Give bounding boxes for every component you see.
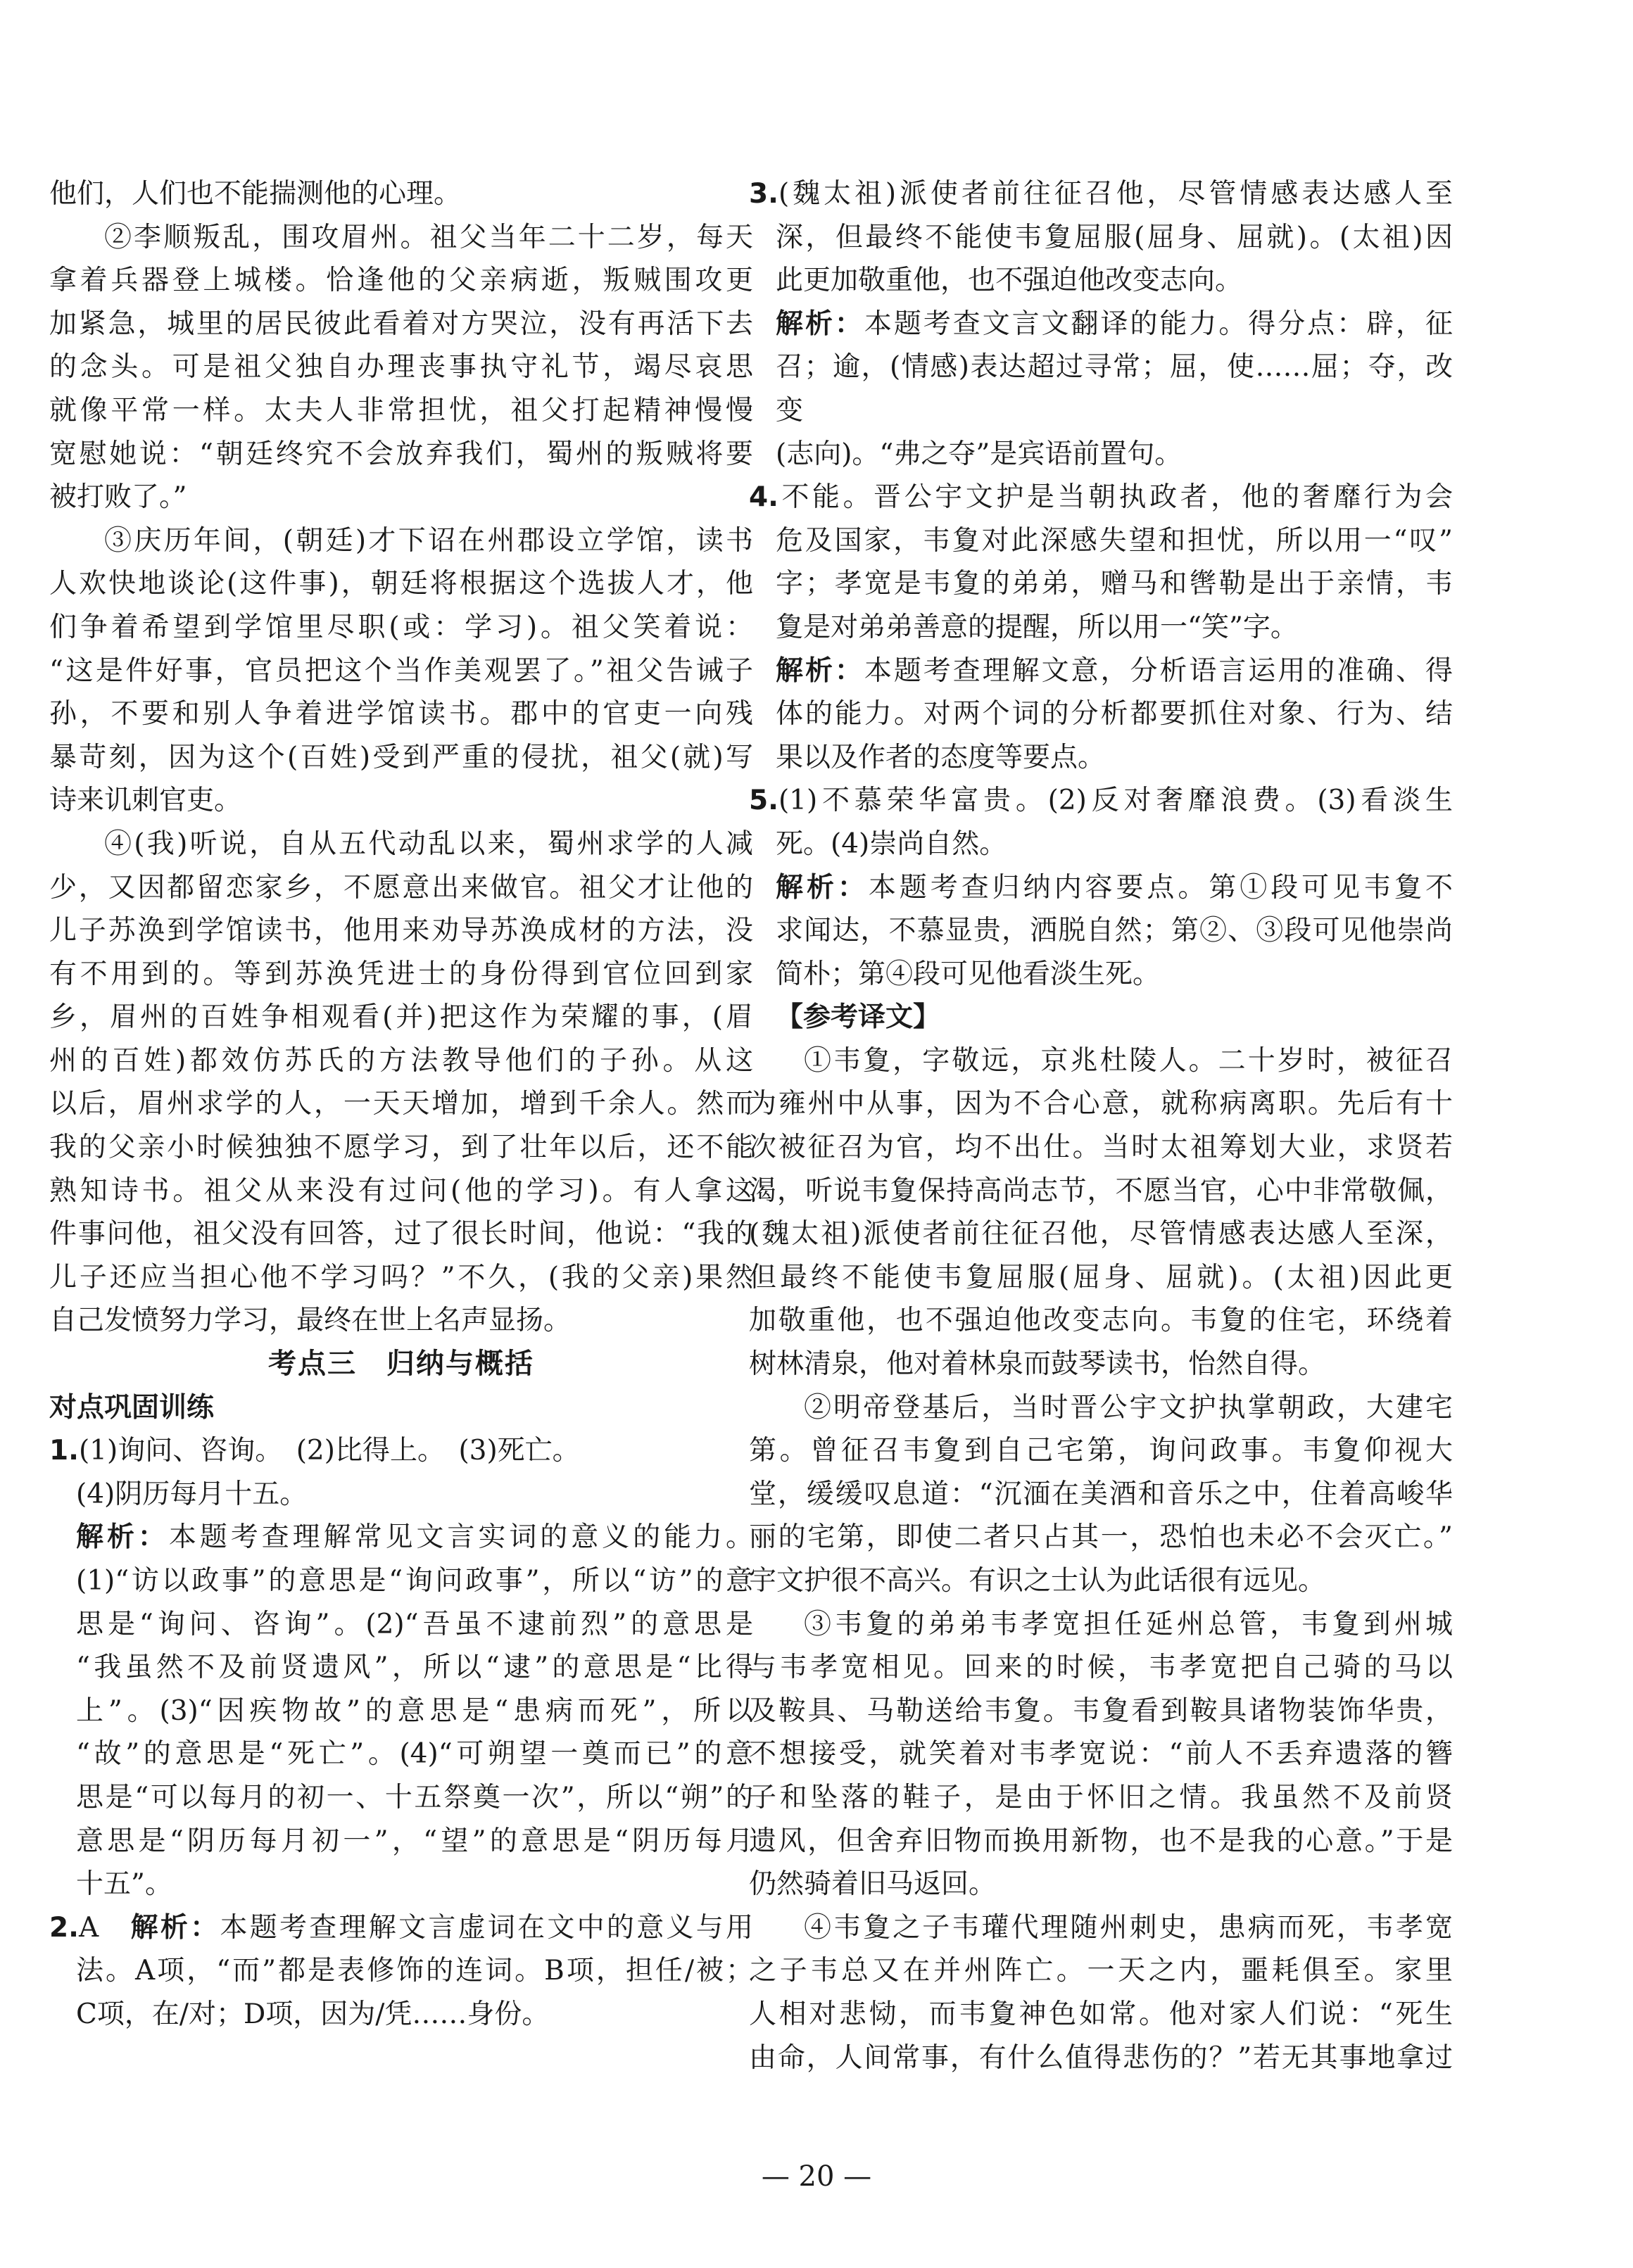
page-number: — 20 —	[761, 2160, 872, 2193]
line-text: (1)不慕荣华富贵。(2)反对奢靡浪费。(3)看淡生	[778, 785, 1453, 817]
text-line	[749, 1473, 1453, 1516]
question-number: 5.	[749, 785, 778, 817]
line-text: 简朴；第④段可见他看淡生死。	[776, 958, 1161, 990]
line-text: 宇文护很不高兴。有识之士认为此话很有远见。	[749, 1565, 1326, 1597]
line-text: 上”。(3)“因疾物故”的意思是“患病而死”，所以	[76, 1694, 753, 1727]
line-text: 人相对悲恸，而韦夐神色如常。他对家人们说：“死生	[749, 1998, 1453, 2030]
text-line	[749, 1386, 1453, 1430]
text-line	[749, 476, 1453, 519]
line-text: 次被征召为官，均不出仕。当时太祖筹划大业，求贤若	[749, 1132, 1453, 1164]
text-line	[749, 346, 1453, 432]
text-line	[749, 1949, 1453, 1993]
text-line	[749, 779, 1453, 823]
text-line	[749, 1126, 1453, 1170]
text-line	[749, 606, 1453, 650]
text-line	[49, 1082, 753, 1126]
text-line	[49, 1170, 753, 1213]
line-text: (1)“访以政事”的意思是“询问政事”，所以“访”的意	[76, 1565, 753, 1597]
text-line	[749, 2036, 1453, 2080]
line-text: 不能。晋公宇文护是当朝执政者，他的奢靡行为会	[778, 481, 1453, 514]
line-text: 拿着兵器登上城楼。恰逢他的父亲病逝，叛贼围攻更	[49, 265, 753, 297]
text-line	[749, 1299, 1453, 1343]
line-text: 丽的宅第，即使二者只占其一，恐怕也未必不会灭亡。”	[749, 1521, 1453, 1554]
text-line	[749, 650, 1453, 693]
text-line	[49, 909, 753, 953]
line-text: 与韦孝宽相见。回来的时候，韦孝宽把自己骑的马以	[749, 1652, 1453, 1684]
text-line	[49, 1429, 753, 1473]
line-text: 少，又因都留恋家乡，不愿意出来做官。祖父才让他的	[49, 871, 753, 904]
line-text: 暴苛刻，因为这个(百姓)受到严重的侵扰，祖父(就)写	[49, 741, 753, 773]
line-text: “故”的意思是“死亡”。(4)“可朔望一奠而已”的意	[76, 1738, 753, 1770]
line-text: 本题考查理解文言虚词在文中的意义与用	[220, 1911, 753, 1944]
line-text: C项，在/对；D项，因为/凭……身份。	[76, 1998, 550, 2030]
text-line	[749, 866, 1453, 910]
text-line	[49, 1516, 753, 1559]
line-text: 思是“可以每月的初一、十五祭奠一次”，所以“朔”的	[76, 1781, 753, 1813]
line-text: 的念头。可是祖父独自办理丧事执守礼节，竭尽哀思	[49, 351, 753, 384]
line-text: 遗风，但舍弃旧物而换用新物，也不是我的心意。”于是	[749, 1825, 1453, 1857]
text-line	[49, 1993, 753, 2036]
text-line	[749, 1429, 1453, 1473]
text-line	[49, 1690, 753, 1733]
line-text: 不想接受，就笑着对韦孝宽说：“前人不丢弃遗落的簪	[749, 1738, 1453, 1770]
text-line	[749, 303, 1453, 346]
line-text: 果以及作者的态度等要点。	[776, 741, 1106, 773]
text-line	[749, 259, 1453, 303]
line-text: ④(我)听说，自从五代动乱以来，蜀州求学的人减	[104, 828, 753, 860]
line-text: 夐是对弟弟善意的提醒，所以用一“笑”字。	[776, 611, 1298, 643]
text-line	[49, 1039, 753, 1083]
line-text: 被打败了。”	[49, 481, 187, 514]
line-text: 件事问他，祖父没有回答，过了很长时间，他说：“我的	[49, 1218, 753, 1250]
analysis-label: 解析：	[76, 1521, 169, 1554]
text-line	[749, 1776, 1453, 1820]
text-line	[749, 1863, 1453, 1906]
line-text: 此更加敬重他，也不强迫他改变志向。	[776, 265, 1243, 297]
text-line	[49, 1256, 753, 1300]
text-line	[749, 1039, 1453, 1083]
line-text: 儿子苏涣到学馆读书，他用来劝导苏涣成材的方法，没	[49, 915, 753, 947]
line-text: 深，但最终不能使韦夐屈服(屈身、屈就)。(太祖)因	[776, 221, 1453, 253]
text-line	[749, 996, 1453, 1039]
text-line	[49, 606, 753, 650]
text-line	[749, 909, 1453, 953]
line-text: 第。曾征召韦夐到自己宅第，询问政事。韦夐仰视大	[749, 1435, 1453, 1467]
text-line	[749, 823, 1453, 866]
line-text: 以后，眉州求学的人，一天天增加，增到千余人。然而	[49, 1088, 753, 1120]
text-line	[49, 1386, 753, 1430]
text-line	[49, 476, 753, 519]
text-line	[749, 172, 1453, 216]
text-line	[749, 1690, 1453, 1733]
text-line	[749, 1820, 1453, 1863]
line-text: 考点三 归纳与概括	[268, 1348, 534, 1381]
text-line	[749, 1516, 1453, 1559]
line-text: 加紧急，城里的居民彼此看着对方哭泣，没有再活下去	[49, 308, 753, 340]
line-text: 宽慰她说：“朝廷终究不会放弃我们，蜀州的叛贼将要	[49, 438, 753, 470]
line-text: A	[78, 1911, 131, 1944]
text-line	[749, 1212, 1453, 1256]
text-line	[49, 172, 753, 216]
line-text: 【参考译文】	[776, 1001, 941, 1034]
line-text: 求闻达，不慕显贵，洒脱自然；第②、③段可见他崇尚	[776, 915, 1453, 947]
text-line	[749, 1993, 1453, 2036]
line-text: 本题考查归纳内容要点。第①段可见韦夐不	[868, 871, 1453, 904]
line-text: ④韦夐之子韦瓘代理随州刺史，患病而死，韦孝宽	[804, 1911, 1453, 1944]
text-line	[749, 1906, 1453, 1950]
line-text: 危及国家，韦夐对此深感失望和担忧，所以用一“叹”	[776, 524, 1453, 557]
text-line	[49, 953, 753, 996]
line-text: 自己发愤努力学习，最终在世上名声显扬。	[49, 1305, 572, 1337]
text-line	[749, 1603, 1453, 1647]
line-text: 及鞍具、马勒送给韦夐。韦夐看到鞍具诸物装饰华贵，	[749, 1694, 1453, 1727]
line-text: 孙，不要和别人争着进学馆读书。郡中的官吏一向残	[49, 698, 753, 730]
line-text: ②李顺叛乱，围攻眉州。祖父当年二十二岁，每天	[104, 221, 753, 253]
analysis-label: 解析：	[776, 308, 864, 340]
line-text: 为雍州中从事，因为不合心意，就称病离职。先后有十	[749, 1088, 1453, 1120]
text-line	[749, 736, 1453, 780]
text-line	[49, 519, 753, 563]
text-line	[749, 953, 1453, 996]
line-text: 本题考查理解文意，分析语言运用的准确、得	[864, 654, 1453, 687]
line-text: 对点巩固训练	[49, 1391, 215, 1424]
text-line	[749, 562, 1453, 606]
line-text: 人欢快地谈论(这件事)，朝廷将根据这个选拔人才，他	[49, 568, 753, 600]
question-number: 1.	[49, 1435, 79, 1467]
text-line	[749, 692, 1453, 736]
text-line	[49, 346, 753, 389]
line-text: 意思是“阴历每月初一”，“望”的意思是“阴历每月	[76, 1825, 753, 1857]
text-line	[49, 650, 753, 693]
line-text: 树林清泉，他对着林泉而鼓琴读书，怡然自得。	[749, 1348, 1326, 1381]
text-line	[749, 1256, 1453, 1300]
line-text: 思是“询问、咨询”。(2)“吾虽不逮前烈”的意思是	[76, 1608, 753, 1640]
text-line	[49, 996, 753, 1039]
line-text: 他们，人们也不能揣测他的心理。	[49, 178, 462, 210]
line-text: 们争着希望到学馆里尽职(或：学习)。祖父笑着说：	[49, 611, 753, 643]
text-line	[749, 519, 1453, 563]
line-text: 诗来讥刺官吏。	[49, 785, 242, 817]
line-text: 有不用到的。等到苏涣凭进士的身份得到官位回到家	[49, 958, 753, 990]
line-text: 但最终不能使韦夐屈服(屈身、屈就)。(太祖)因此更	[749, 1261, 1453, 1293]
line-text: 之子韦总又在并州阵亡。一天之内，噩耗俱至。家里	[749, 1955, 1453, 1987]
line-text: 法。A项，“而”都是表修饰的连词。B项，担任/被；	[76, 1955, 753, 1987]
line-text: 体的能力。对两个词的分析都要抓住对象、行为、结	[776, 698, 1453, 730]
text-line	[49, 1776, 753, 1820]
text-line	[749, 1170, 1453, 1213]
line-text: ③庆历年间，(朝廷)才下诏在州郡设立学馆，读书	[104, 524, 753, 557]
text-line	[749, 216, 1453, 260]
left-column	[49, 172, 753, 2036]
text-line	[49, 692, 753, 736]
text-line	[49, 216, 753, 260]
text-line	[49, 562, 753, 606]
line-text: “我虽然不及前贤遗风”，所以“逮”的意思是“比得	[76, 1652, 753, 1684]
line-text: 本题考查理解常见文言实词的意义的能力。	[168, 1521, 753, 1554]
line-text: 熟知诗书。祖父从来没有过问(他的学习)。有人拿这	[49, 1174, 753, 1207]
analysis-label: 解析：	[776, 871, 869, 904]
text-line	[49, 1603, 753, 1647]
line-text: ③韦夐的弟弟韦孝宽担任延州总管，韦夐到州城	[804, 1608, 1453, 1640]
text-line	[49, 259, 753, 303]
line-text: 召；逾，(情感)表达超过寻常；屈，使……屈；夺，改变	[776, 351, 1453, 426]
question-number: 2.	[49, 1911, 79, 1944]
line-text: 堂，缓缓叹息道：“沉湎在美酒和音乐之中，住着高峻华	[749, 1478, 1453, 1510]
text-line	[49, 1863, 753, 1906]
text-line	[49, 303, 753, 346]
text-line	[49, 779, 753, 823]
text-line	[49, 1949, 753, 1993]
text-line	[749, 1343, 1453, 1386]
text-line	[749, 1082, 1453, 1126]
line-text: 子和坠落的鞋子，是由于怀旧之情。我虽然不及前贤	[749, 1781, 1453, 1813]
line-text: 字；孝宽是韦夐的弟弟，赠马和辔勒是出于亲情，韦	[776, 568, 1453, 600]
text-line	[49, 1473, 753, 1516]
text-line	[49, 1126, 753, 1170]
text-line	[49, 1559, 753, 1603]
text-line	[49, 736, 753, 780]
text-line	[49, 1212, 753, 1256]
line-text: 就像平常一样。太夫人非常担忧，祖父打起精神慢慢	[49, 394, 753, 426]
analysis-label: 解析：	[130, 1911, 220, 1944]
text-line	[749, 1732, 1453, 1776]
text-line	[749, 433, 1453, 476]
question-number: 4.	[749, 481, 778, 514]
line-text: (4)阴历每月十五。	[76, 1478, 308, 1510]
line-text: 本题考查文言文翻译的能力。得分点：辟，征	[864, 308, 1453, 340]
text-line	[49, 1299, 753, 1343]
line-text: “这是件好事，官员把这个当作美观罢了。”祖父告诫子	[49, 654, 753, 687]
line-text: (魏太祖)派使者前往征召他，尽管情感表达感人至深，	[749, 1218, 1453, 1250]
text-line	[749, 1646, 1453, 1690]
text-line	[49, 823, 753, 866]
text-line	[49, 389, 753, 433]
line-text: 仍然骑着旧马返回。	[749, 1868, 997, 1901]
line-text: 乡，眉州的百姓争相观看(并)把这作为荣耀的事，(眉	[49, 1001, 753, 1034]
text-line	[749, 1559, 1453, 1603]
line-text: 十五”。	[76, 1868, 172, 1901]
line-text: 渴，听说韦夐保持高尚志节，不愿当官，心中非常敬佩，	[749, 1174, 1453, 1207]
text-line	[49, 1906, 753, 1950]
line-text: (志向)。“弗之夺”是宾语前置句。	[776, 438, 1183, 470]
line-text: 由命，人间常事，有什么值得悲伤的？”若无其事地拿过	[749, 2041, 1453, 2074]
line-text: (1)询问、咨询。 (2)比得上。 (3)死亡。	[78, 1435, 580, 1467]
line-text: 我的父亲小时候独独不愿学习，到了壮年以后，还不能	[49, 1132, 753, 1164]
line-text: ①韦夐，字敬远，京兆杜陵人。二十岁时，被征召	[804, 1044, 1453, 1077]
line-text: 死。(4)崇尚自然。	[776, 828, 1007, 860]
line-text: 州的百姓)都效仿苏氏的方法教导他们的子孙。从这	[49, 1044, 753, 1077]
text-line	[49, 1820, 753, 1863]
line-text: (魏太祖)派使者前往征召他，尽管情感表达感人至	[778, 178, 1453, 210]
line-text: 儿子还应当担心他不学习吗？”不久，(我的父亲)果然	[49, 1261, 753, 1293]
analysis-label: 解析：	[776, 654, 864, 687]
text-line	[49, 1646, 753, 1690]
text-line	[49, 1343, 753, 1386]
line-text: ②明帝登基后，当时晋公宇文护执掌朝政，大建宅	[804, 1391, 1453, 1424]
line-text: 加敬重他，也不强迫他改变志向。韦夐的住宅，环绕着	[749, 1305, 1453, 1337]
right-column	[749, 172, 1453, 2079]
text-line	[49, 866, 753, 910]
text-line	[49, 1732, 753, 1776]
question-number: 3.	[749, 178, 778, 210]
text-line	[49, 433, 753, 476]
